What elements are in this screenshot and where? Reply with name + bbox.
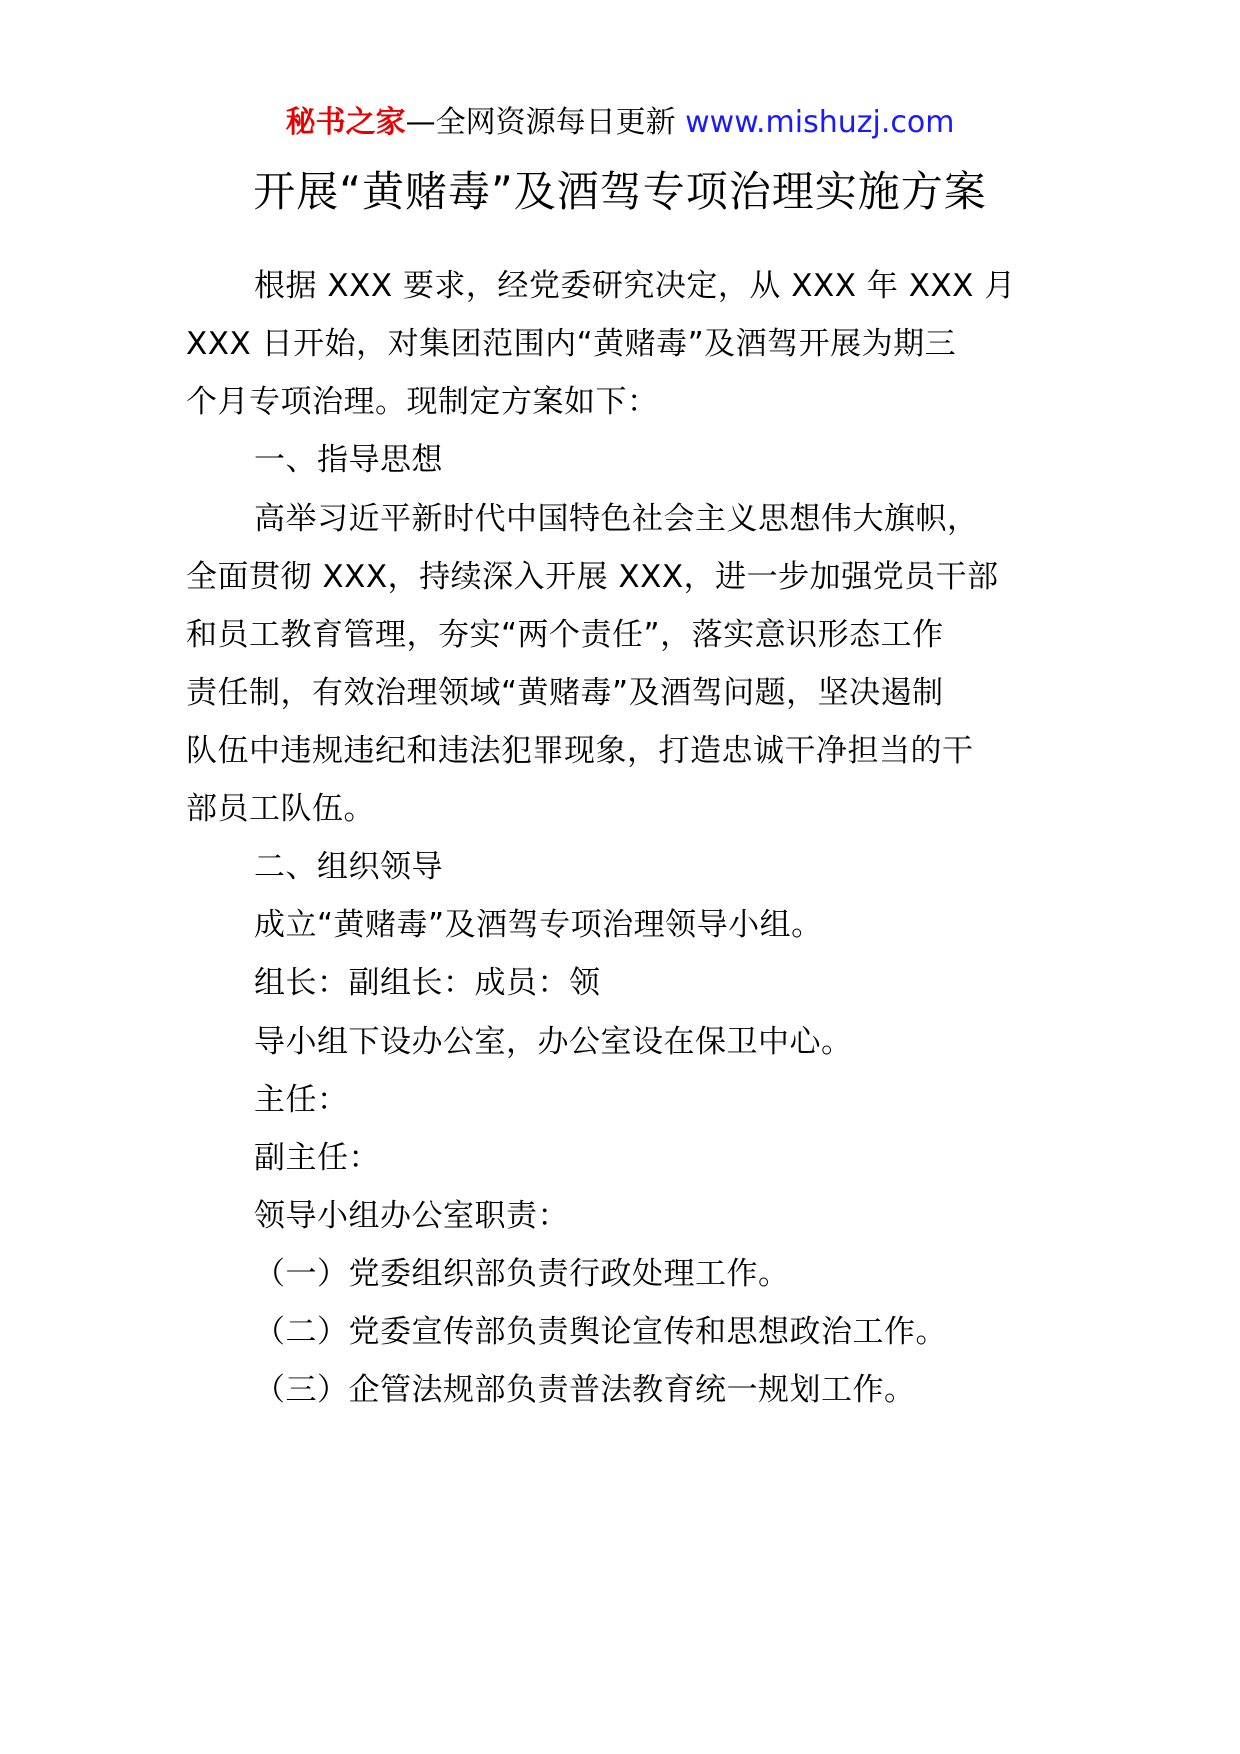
- paragraph-line: 成立“黄赌毒”及酒驾专项治理领导小组。: [254, 907, 823, 943]
- document-title: 开展“黄赌毒”及酒驾专项治理实施方案: [253, 167, 987, 216]
- site-name: 秘书之家: [285, 105, 406, 140]
- paragraph-line: 根据 XXX 要求，经党委研究决定，从 XXX 年 XXX 月: [254, 268, 1016, 304]
- section-heading: 一、指导思想: [254, 442, 443, 478]
- site-tagline: —全网资源每日更新: [405, 105, 676, 140]
- paragraph-line: 副主任：: [254, 1140, 380, 1176]
- paragraph-line: 高举习近平新时代中国特色社会主义思想伟大旗帜，: [254, 501, 979, 537]
- paragraph-line: 全面贯彻 XXX，持续深入开展 XXX，进一步加强党员干部: [186, 559, 999, 595]
- paragraph-line: 责任制，有效治理领域“黄赌毒”及酒驾问题，坚决遏制: [186, 675, 944, 711]
- site-header: [0, 103, 1240, 143]
- paragraph-line: 个月专项治理。现制定方案如下：: [186, 384, 659, 420]
- paragraph-line: 组长：副组长：成员：领: [254, 965, 601, 1001]
- list-item: （二）党委宣传部负责舆论宣传和思想政治工作。: [254, 1314, 947, 1350]
- paragraph-line: 队伍中违规违纪和违法犯罪现象，打造忠诚干净担当的干: [186, 733, 974, 769]
- section-heading: 二、组织领导: [254, 849, 443, 885]
- paragraph-line: XXX 日开始，对集团范围内“黄赌毒”及酒驾开展为期三: [186, 326, 957, 362]
- paragraph-line: 主任：: [254, 1082, 349, 1118]
- paragraph-line: 部员工队伍。: [186, 791, 375, 827]
- paragraph-line: 领导小组办公室职责：: [254, 1198, 569, 1234]
- paragraph-line: 导小组下设办公室，办公室设在保卫中心。: [254, 1024, 853, 1060]
- site-url-link[interactable]: www.mishuzj.com: [685, 105, 955, 140]
- list-item: （三）企管法规部负责普法教育统一规划工作。: [254, 1372, 916, 1408]
- paragraph-line: 和员工教育管理，夯实“两个责任”，落实意识形态工作: [186, 617, 944, 653]
- list-item: （一）党委组织部负责行政处理工作。: [254, 1256, 790, 1292]
